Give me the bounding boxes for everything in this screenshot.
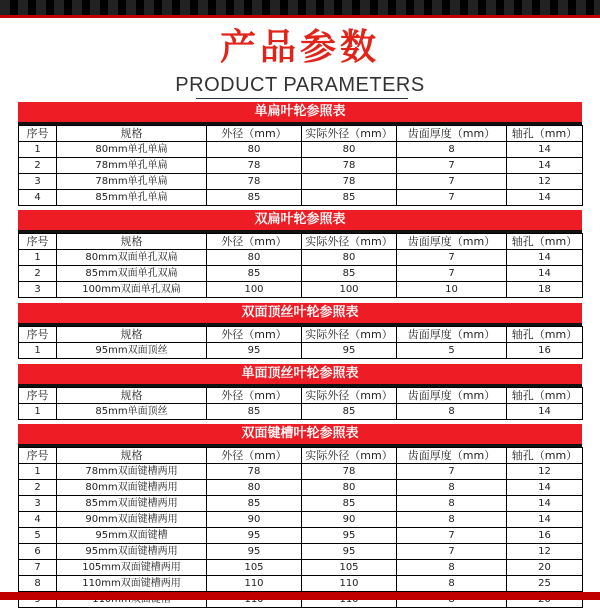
table-header-row bbox=[19, 388, 583, 404]
column-header: 规格 bbox=[57, 234, 207, 250]
table-cell: 25 bbox=[507, 576, 583, 592]
table-cell: 7 bbox=[397, 190, 507, 206]
table-cell: 90 bbox=[207, 512, 302, 528]
table-cell: 8 bbox=[397, 512, 507, 528]
table-cell: 4 bbox=[19, 190, 57, 206]
table-cell: 100 bbox=[302, 282, 397, 298]
table-cell: 78 bbox=[207, 464, 302, 480]
table-cell: 85 bbox=[302, 266, 397, 282]
column-header: 轴孔（mm） bbox=[507, 327, 583, 343]
table-cell: 90mm双面键槽两用 bbox=[57, 512, 207, 528]
column-header: 序号 bbox=[19, 126, 57, 142]
table-cell: 78 bbox=[302, 158, 397, 174]
table-cell: 3 bbox=[19, 496, 57, 512]
param-table-section bbox=[18, 210, 582, 298]
table-cell: 1 bbox=[19, 464, 57, 480]
table-cell: 85mm单面顶丝 bbox=[57, 404, 207, 420]
table-cell: 14 bbox=[507, 480, 583, 496]
table-cell: 78mm单孔单扁 bbox=[57, 174, 207, 190]
table-cell: 110 bbox=[302, 576, 397, 592]
table-cell: 8 bbox=[397, 142, 507, 158]
table-cell: 8 bbox=[397, 496, 507, 512]
table-cell: 8 bbox=[397, 560, 507, 576]
table-row bbox=[19, 158, 583, 174]
table-header-row bbox=[19, 234, 583, 250]
table-cell: 14 bbox=[507, 190, 583, 206]
column-header: 序号 bbox=[19, 327, 57, 343]
column-header: 齿面厚度（mm） bbox=[397, 327, 507, 343]
table-cell: 95 bbox=[207, 528, 302, 544]
column-header: 实际外径（mm） bbox=[302, 448, 397, 464]
table-row bbox=[19, 512, 583, 528]
param-table bbox=[18, 447, 583, 608]
table-title: 双扁叶轮参照表 bbox=[18, 210, 582, 233]
column-header: 外径（mm） bbox=[207, 448, 302, 464]
table-cell: 7 bbox=[397, 250, 507, 266]
table-cell: 8 bbox=[19, 576, 57, 592]
column-header: 外径（mm） bbox=[207, 327, 302, 343]
column-header: 序号 bbox=[19, 388, 57, 404]
table-cell: 95mm双面顶丝 bbox=[57, 343, 207, 359]
table-cell: 14 bbox=[507, 250, 583, 266]
table-header-row bbox=[19, 448, 583, 464]
table-cell: 78mm单孔单扁 bbox=[57, 158, 207, 174]
param-table-section bbox=[18, 364, 582, 420]
table-cell: 105 bbox=[207, 560, 302, 576]
table-cell: 78 bbox=[207, 174, 302, 190]
table-title: 单面顶丝叶轮参照表 bbox=[18, 364, 582, 387]
table-cell: 78 bbox=[302, 464, 397, 480]
table-header-row bbox=[19, 126, 583, 142]
page-title: 产品参数 bbox=[219, 27, 380, 68]
table-row bbox=[19, 528, 583, 544]
table-cell: 3 bbox=[19, 174, 57, 190]
subtitle-underline bbox=[196, 98, 408, 99]
column-header: 轴孔（mm） bbox=[507, 234, 583, 250]
column-header: 轴孔（mm） bbox=[507, 448, 583, 464]
table-cell: 85 bbox=[207, 496, 302, 512]
column-header: 齿面厚度（mm） bbox=[397, 448, 507, 464]
table-cell: 80 bbox=[207, 250, 302, 266]
param-table bbox=[18, 387, 583, 420]
table-title: 双面键槽叶轮参照表 bbox=[18, 424, 582, 447]
table-cell: 95 bbox=[302, 528, 397, 544]
table-cell: 95 bbox=[207, 544, 302, 560]
table-cell: 1 bbox=[19, 142, 57, 158]
table-row bbox=[19, 282, 583, 298]
table-cell: 2 bbox=[19, 480, 57, 496]
page-subtitle: PRODUCT PARAMETERS bbox=[175, 74, 425, 96]
table-cell: 14 bbox=[507, 142, 583, 158]
table-cell: 95 bbox=[302, 544, 397, 560]
table-cell: 8 bbox=[397, 576, 507, 592]
table-cell: 2 bbox=[19, 266, 57, 282]
table-cell: 85mm单孔单扁 bbox=[57, 190, 207, 206]
table-title: 单扁叶轮参照表 bbox=[18, 102, 582, 125]
table-cell: 18 bbox=[507, 282, 583, 298]
table-row bbox=[19, 174, 583, 190]
table-cell: 78mm双面键槽两用 bbox=[57, 464, 207, 480]
column-header: 实际外径（mm） bbox=[302, 388, 397, 404]
table-header-row bbox=[19, 327, 583, 343]
table-cell: 95 bbox=[207, 343, 302, 359]
column-header: 外径（mm） bbox=[207, 388, 302, 404]
column-header: 外径（mm） bbox=[207, 126, 302, 142]
column-header: 轴孔（mm） bbox=[507, 388, 583, 404]
table-cell: 105 bbox=[302, 560, 397, 576]
table-cell: 85 bbox=[302, 190, 397, 206]
table-cell: 7 bbox=[19, 560, 57, 576]
table-cell: 80mm双面单孔双扁 bbox=[57, 250, 207, 266]
table-cell: 5 bbox=[397, 343, 507, 359]
param-table-section bbox=[18, 102, 582, 206]
table-cell: 85 bbox=[207, 266, 302, 282]
table-cell: 14 bbox=[507, 266, 583, 282]
table-cell: 20 bbox=[507, 560, 583, 576]
table-cell: 7 bbox=[397, 464, 507, 480]
table-cell: 85 bbox=[302, 404, 397, 420]
table-row bbox=[19, 560, 583, 576]
table-cell: 85mm双面键槽两用 bbox=[57, 496, 207, 512]
column-header: 齿面厚度（mm） bbox=[397, 126, 507, 142]
table-cell: 14 bbox=[507, 158, 583, 174]
table-cell: 16 bbox=[507, 528, 583, 544]
table-cell: 5 bbox=[19, 528, 57, 544]
table-cell: 2 bbox=[19, 158, 57, 174]
table-cell: 80 bbox=[302, 142, 397, 158]
table-row bbox=[19, 464, 583, 480]
table-cell: 78 bbox=[302, 174, 397, 190]
column-header: 序号 bbox=[19, 234, 57, 250]
table-cell: 85 bbox=[207, 190, 302, 206]
param-table bbox=[18, 326, 583, 359]
column-header: 齿面厚度（mm） bbox=[397, 388, 507, 404]
table-cell: 7 bbox=[397, 528, 507, 544]
table-cell: 90 bbox=[302, 512, 397, 528]
table-cell: 12 bbox=[507, 174, 583, 190]
param-table-section bbox=[18, 424, 582, 608]
bottom-decor-bar bbox=[0, 592, 600, 600]
table-cell: 8 bbox=[397, 480, 507, 496]
table-row bbox=[19, 576, 583, 592]
column-header: 规格 bbox=[57, 388, 207, 404]
table-cell: 10 bbox=[397, 282, 507, 298]
table-row bbox=[19, 250, 583, 266]
table-row bbox=[19, 544, 583, 560]
table-cell: 85 bbox=[207, 404, 302, 420]
table-cell: 7 bbox=[397, 158, 507, 174]
table-cell: 85 bbox=[302, 496, 397, 512]
column-header: 外径（mm） bbox=[207, 234, 302, 250]
table-cell: 80 bbox=[207, 142, 302, 158]
table-cell: 80mm单孔单扁 bbox=[57, 142, 207, 158]
table-cell: 80mm双面键槽两用 bbox=[57, 480, 207, 496]
table-row bbox=[19, 496, 583, 512]
table-cell: 7 bbox=[397, 266, 507, 282]
table-cell: 12 bbox=[507, 544, 583, 560]
table-cell: 8 bbox=[397, 404, 507, 420]
table-cell: 4 bbox=[19, 512, 57, 528]
table-row bbox=[19, 266, 583, 282]
table-cell: 110mm双面键槽两用 bbox=[57, 576, 207, 592]
column-header: 实际外径（mm） bbox=[302, 234, 397, 250]
table-title: 双面顶丝叶轮参照表 bbox=[18, 303, 582, 326]
column-header: 实际外径（mm） bbox=[302, 126, 397, 142]
table-cell: 95mm双面键槽两用 bbox=[57, 544, 207, 560]
table-cell: 12 bbox=[507, 464, 583, 480]
table-row bbox=[19, 190, 583, 206]
table-cell: 80 bbox=[302, 250, 397, 266]
table-cell: 16 bbox=[507, 343, 583, 359]
table-row bbox=[19, 142, 583, 158]
table-cell: 14 bbox=[507, 496, 583, 512]
table-cell: 80 bbox=[302, 480, 397, 496]
column-header: 齿面厚度（mm） bbox=[397, 234, 507, 250]
param-table bbox=[18, 233, 583, 298]
table-cell: 1 bbox=[19, 404, 57, 420]
table-cell: 105mm双面键槽两用 bbox=[57, 560, 207, 576]
table-cell: 80 bbox=[207, 480, 302, 496]
column-header: 实际外径（mm） bbox=[302, 327, 397, 343]
table-row bbox=[19, 404, 583, 420]
table-cell: 78 bbox=[207, 158, 302, 174]
column-header: 规格 bbox=[57, 448, 207, 464]
table-cell: 100 bbox=[207, 282, 302, 298]
top-decor-bar bbox=[0, 0, 600, 18]
table-cell: 7 bbox=[397, 544, 507, 560]
param-table bbox=[18, 125, 583, 206]
table-cell: 1 bbox=[19, 343, 57, 359]
column-header: 规格 bbox=[57, 126, 207, 142]
table-row bbox=[19, 343, 583, 359]
table-cell: 14 bbox=[507, 404, 583, 420]
param-table-section bbox=[18, 303, 582, 359]
table-cell: 3 bbox=[19, 282, 57, 298]
table-cell: 7 bbox=[397, 174, 507, 190]
column-header: 轴孔（mm） bbox=[507, 126, 583, 142]
table-row bbox=[19, 480, 583, 496]
table-cell: 85mm双面单孔双扁 bbox=[57, 266, 207, 282]
table-cell: 95mm双面键槽 bbox=[57, 528, 207, 544]
table-cell: 6 bbox=[19, 544, 57, 560]
table-cell: 1 bbox=[19, 250, 57, 266]
column-header: 序号 bbox=[19, 448, 57, 464]
table-cell: 110 bbox=[207, 576, 302, 592]
column-header: 规格 bbox=[57, 327, 207, 343]
table-cell: 95 bbox=[302, 343, 397, 359]
table-cell: 100mm双面单孔双扁 bbox=[57, 282, 207, 298]
table-cell: 14 bbox=[507, 512, 583, 528]
